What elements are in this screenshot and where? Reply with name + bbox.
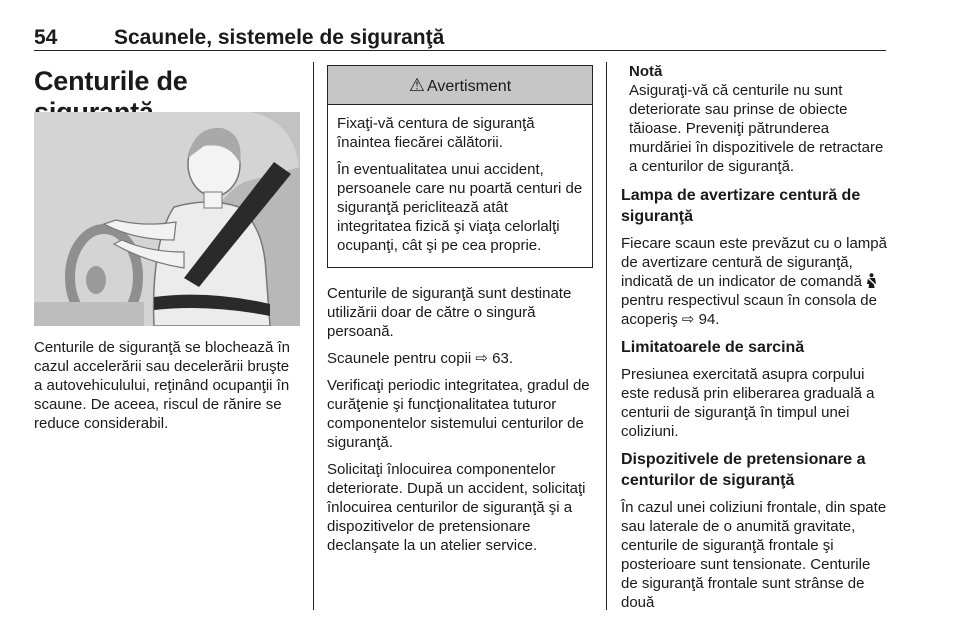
column-left [34, 62, 300, 432]
page-title: Centurile de [34, 66, 188, 96]
column-divider [313, 62, 314, 610]
seatbelt-illustration [34, 112, 300, 326]
subheading: Dispozitivele de pretensionare a centurilor de siguranţă [621, 451, 866, 489]
page-number: 54 [34, 26, 58, 49]
paragraph: Solicitaţi înlocuirea componentelor deteriorate. După un accident, solicitaţi înlocuirea centurilor de siguranţă şi a dispozitivelor de pretensionare declanşate la un atelier service. [327, 461, 586, 554]
note-text: Asiguraţi-vă că centurile nu sunt deteriorate sau prinse de obiecte tăioase. Preveniţi pătrunderea murdăriei în dispozitivele de retractare a centurilor de siguranţă. [629, 82, 884, 175]
intro-paragraph: Centurile de siguranţă se blochează în cazul accelerării sau decelerării bruşte a autovehiculului, reţinând ocupanţii în scaune. De aceea, riscul de rănire se reduce considerabil. [34, 339, 290, 432]
note-title: Notă [629, 63, 663, 80]
warning-box [327, 65, 593, 268]
subheading: Lampa de avertizare centură de siguranţă [621, 187, 861, 225]
warning-triangle-icon: ⚠ [408, 75, 425, 95]
warning-title: Avertisment [426, 78, 512, 95]
paragraph: Centurile de siguranţă sunt destinate utilizării doar de către o singură persoană. [327, 285, 572, 340]
subheading: Limitatoarele de sarcină [621, 339, 805, 356]
paragraph: În cazul unei coliziuni frontale, din spate sau laterale de o anumită gravitate, centurile de siguranţă frontale şi posterioare sunt tensionate. Centurile de siguranţă frontale sunt strânse de două [621, 499, 887, 611]
cross-reference: Scaunele pentru copii ⇨ 63. [327, 350, 514, 367]
warning-text: Fixaţi-vă centura de siguranţă înaintea fiecărei călătorii. [337, 115, 535, 151]
warning-header [328, 66, 592, 105]
section-title: Scaunele, sistemele de siguranţă [114, 26, 445, 49]
paragraph: Fiecare scaun este prevăzut cu o lampă de avertizare centură de siguranţă, indicată de un indicator de comandă pentru respectivul scaun în consola de acoperiş ⇨ 94. [621, 235, 887, 328]
column-right [621, 62, 887, 620]
seatbelt-reminder-icon [866, 273, 877, 288]
note-box [621, 62, 887, 176]
column-middle [327, 62, 593, 563]
page-header [34, 22, 886, 51]
warning-text: În eventualitatea unui accident, persoanele care nu poartă centuri de siguranţă periclitează atât integritatea fizică şi viaţa celorlalţi ocupanţi, cât şi pe cea proprie. [337, 161, 583, 254]
paragraph: Presiunea exercitată asupra corpului este redusă prin eliberarea graduală a centurii de siguranţă în timpul unei coliziuni. [621, 366, 875, 440]
column-divider [606, 62, 607, 610]
paragraph: Verificaţi periodic integritatea, gradul de curăţenie şi funcţionalitatea tuturor componentelor sistemului centurilor de siguranţă. [327, 377, 590, 451]
